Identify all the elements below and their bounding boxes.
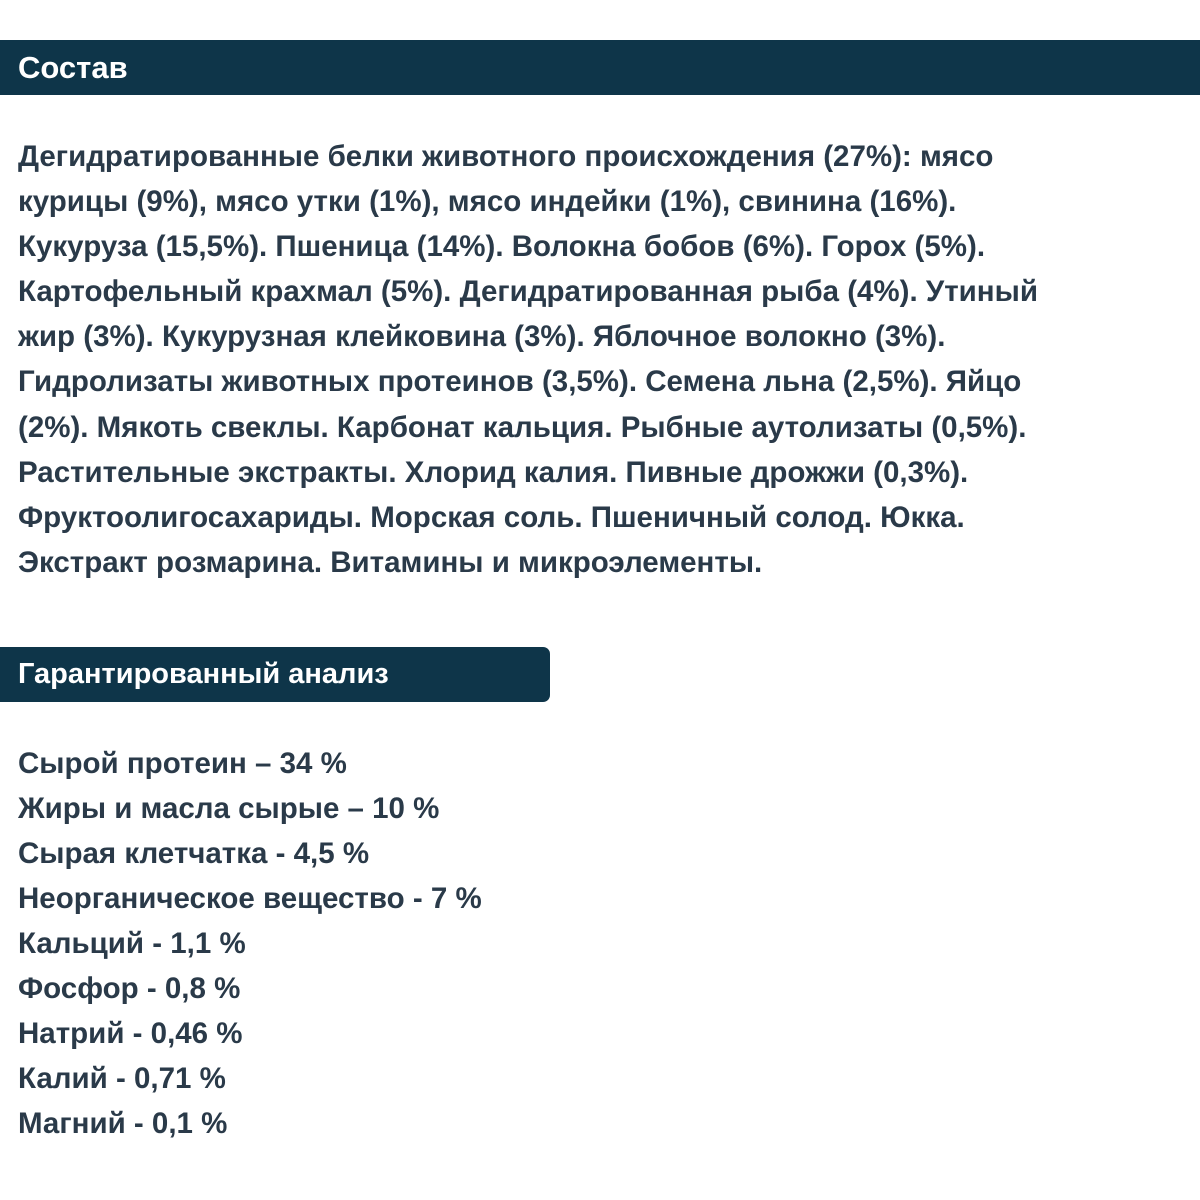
composition-line: (2%). Мякоть свеклы. Карбонат кальция. Рыбные аутолизаты (0,5%).: [18, 410, 1027, 444]
analysis-item: Магний - 0,1 %: [18, 1107, 228, 1140]
composition-line: Кукуруза (15,5%). Пшеница (14%). Волокна бобов (6%). Горох (5%).: [18, 230, 986, 264]
analysis-title: Гарантированный анализ: [18, 658, 389, 690]
composition-line: курицы (9%), мясо утки (1%), мясо индейки (1%), свинина (16%).: [18, 185, 957, 219]
composition-text: [18, 134, 1190, 585]
composition-line: жир (3%). Кукурузная клейковина (3%). Яблочное волокно (3%).: [18, 320, 946, 354]
composition-line: Экстракт розмарина. Витамины и микроэлементы.: [18, 545, 763, 579]
analysis-item: Неорганическое вещество - 7 %: [18, 882, 482, 915]
analysis-item: Фосфор - 0,8 %: [18, 972, 241, 1005]
analysis-item: Кальций - 1,1 %: [18, 927, 246, 960]
analysis-item: Калий - 0,71 %: [18, 1062, 226, 1095]
analysis-item: Сырая клетчатка - 4,5 %: [18, 837, 370, 870]
composition-line: Фруктоолигосахариды. Морская соль. Пшеничный солод. Юкка.: [18, 500, 965, 534]
analysis-list: [18, 741, 482, 1146]
composition-line: Картофельный крахмал (5%). Дегидратированная рыба (4%). Утиный: [18, 275, 1038, 309]
analysis-item: Жиры и масла сырые – 10 %: [18, 792, 440, 825]
analysis-item: Натрий - 0,46 %: [18, 1017, 243, 1050]
composition-line: Дегидратированные белки животного происхождения (27%): мясо: [18, 140, 994, 173]
analysis-item: Сырой протеин – 34 %: [18, 747, 347, 780]
composition-line: Гидролизаты животных протеинов (3,5%). Семена льна (2,5%). Яйцо: [18, 365, 1022, 399]
analysis-header: [0, 647, 550, 702]
composition-title: Состав: [18, 49, 128, 85]
composition-line: Растительные экстракты. Хлорид калия. Пивные дрожжи (0,3%).: [18, 455, 969, 489]
composition-header: [0, 40, 1200, 95]
